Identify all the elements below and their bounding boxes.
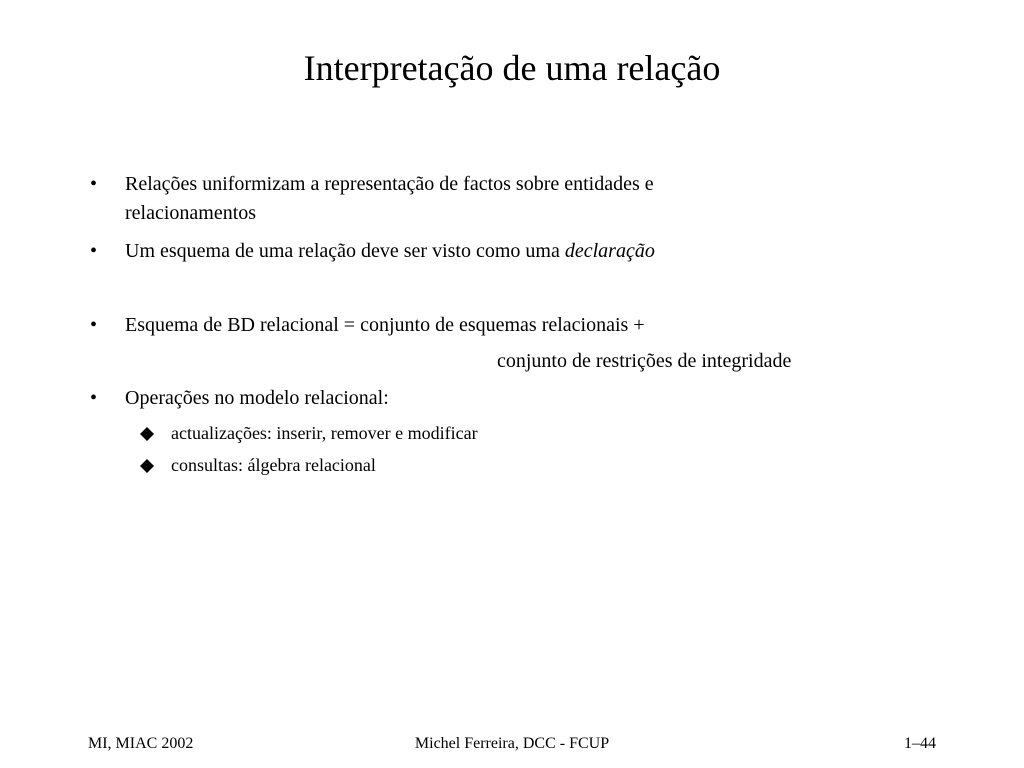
bullet-4: Operações no modelo relacional: xyxy=(125,387,389,409)
bullet-3-line-2: conjunto de restrições de integridade xyxy=(497,350,792,372)
bullet-1-line-1: Relações uniformizam a representação de factos sobre entidades e xyxy=(125,173,654,195)
bullet-2 xyxy=(125,237,885,266)
bullet-marker: • xyxy=(90,387,98,409)
footer-page-number: 1–44 xyxy=(904,735,936,752)
bullet-marker: • xyxy=(90,314,98,336)
sub-item-1: actualizações: inserir, remover e modificar xyxy=(171,423,478,443)
footer-center: Michel Ferreira, DCC - FCUP xyxy=(414,735,610,752)
bullet-2-text: Um esquema de uma relação deve ser visto como uma xyxy=(125,240,565,262)
footer-left: MI, MIAC 2002 xyxy=(88,735,194,752)
bullet-1-line-2: relacionamentos xyxy=(125,202,257,224)
bullet-2-emphasis: declaração xyxy=(564,240,655,262)
diamond-icon xyxy=(140,459,154,473)
sub-item-2: consultas: álgebra relacional xyxy=(171,455,376,475)
bullet-marker: • xyxy=(90,173,98,195)
bullet-marker: • xyxy=(90,240,98,262)
diamond-icon xyxy=(140,427,154,441)
bullet-3-line-1: Esquema de BD relacional = conjunto de esquemas relacionais + xyxy=(125,314,645,336)
slide-title: Interpretação de uma relação xyxy=(303,48,721,88)
